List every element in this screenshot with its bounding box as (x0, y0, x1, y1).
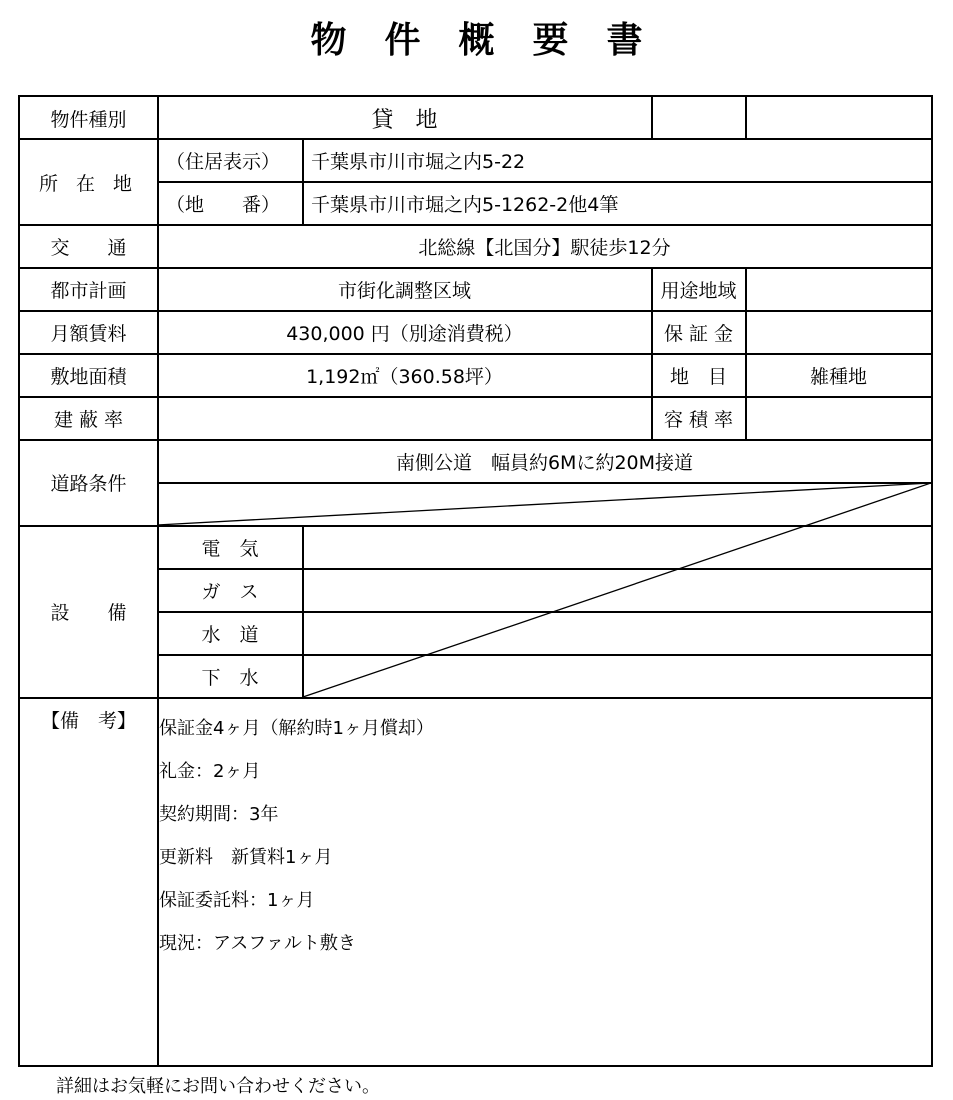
property-summary-table (18, 95, 933, 1067)
type-value: 貸 地 (371, 107, 438, 133)
floor-ratio-value (746, 397, 931, 439)
sewage-label: 下 水 (201, 666, 259, 689)
remarks-line: 保証金4ヶ月（解約時1ヶ月償却） (159, 718, 434, 739)
gas-label: ガ ス (201, 580, 259, 603)
water-label: 水 道 (201, 623, 259, 646)
floor-ratio-label: 容 積 率 (663, 408, 734, 431)
remarks-line: 現況：アスファルト敷き (159, 933, 356, 954)
zoning-label: 用途地域 (660, 279, 737, 302)
coverage-value (158, 397, 651, 439)
land-category-label: 地 目 (669, 365, 727, 388)
area-label: 敷地面積 (50, 365, 127, 388)
facilities-label: 設 備 (50, 602, 127, 624)
transport-label: 交 通 (50, 236, 127, 259)
zoning-value (746, 268, 931, 310)
document-title: 物件概要書 (310, 20, 681, 61)
column-divider (651, 97, 653, 139)
footer-note: 詳細はお気軽にお問い合わせください。 (56, 1076, 380, 1097)
lot-value: 千葉県市川市堀之内5-1262-2他4筆 (311, 194, 619, 216)
remarks-content (159, 707, 919, 965)
address-label: （住居表示） (166, 151, 281, 173)
road-label: 道路条件 (50, 473, 127, 495)
location-label: 所 在 地 (38, 172, 139, 195)
planning-value: 市街化調整区域 (337, 279, 471, 302)
transport-value: 北総線【北国分】駅徒歩12分 (418, 236, 671, 259)
remarks-line: 契約期間：3年 (159, 804, 279, 825)
column-divider (302, 525, 304, 697)
deposit-value (746, 311, 931, 353)
planning-label: 都市計画 (50, 279, 127, 302)
remarks-line: 礼金：2ヶ月 (159, 761, 261, 782)
land-category-value: 雑種地 (809, 365, 867, 388)
remarks-line: 保証委託料：1ヶ月 (159, 890, 315, 911)
rent-value: 430,000 円（別途消費税） (286, 322, 523, 345)
road-value-2 (158, 483, 931, 525)
column-divider (745, 97, 747, 139)
remarks-line: 更新料 新賃料1ヶ月 (159, 847, 333, 868)
coverage-label: 建 蔽 率 (53, 408, 124, 431)
remarks-label: 【備 考】 (40, 709, 136, 732)
rent-label: 月額賃料 (50, 322, 127, 345)
deposit-label: 保 証 金 (663, 322, 734, 345)
address-value: 千葉県市川市堀之内5-22 (311, 151, 526, 173)
lot-label: （地 番） (166, 194, 281, 216)
type-label: 物件種別 (50, 108, 127, 131)
road-value: 南側公道 幅員約6Mに約20M接道 (395, 451, 694, 474)
area-value: 1,192㎡（360.58坪） (306, 365, 503, 388)
electricity-label: 電 気 (201, 537, 259, 560)
